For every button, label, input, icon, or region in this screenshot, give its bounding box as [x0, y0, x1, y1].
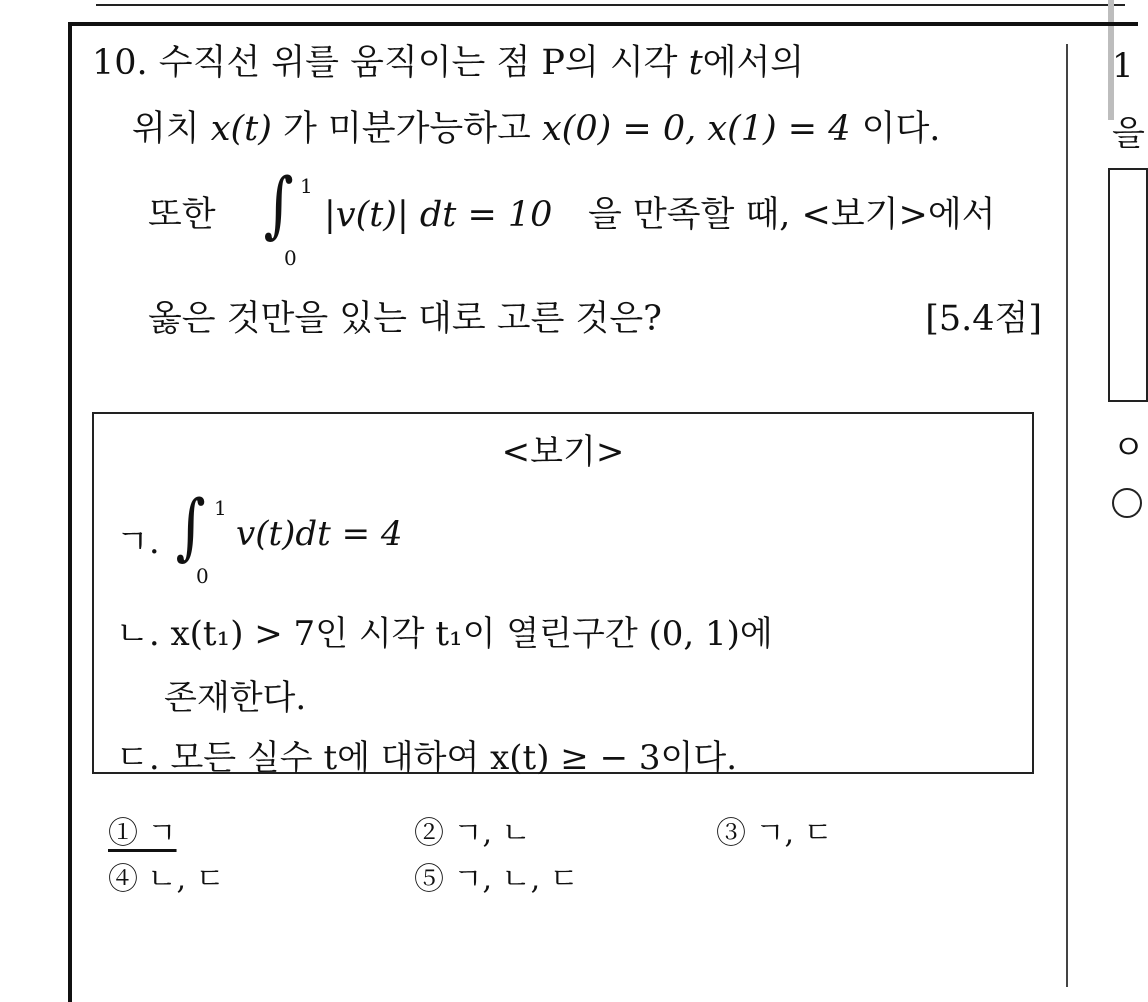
bogi-box — [92, 412, 1034, 778]
question-line-3-prefix: 또한 — [148, 195, 216, 235]
boundary-conditions: x(0) = 0, x(1) = 4 — [541, 109, 851, 149]
bogi-title: <보기> — [501, 432, 625, 472]
integrand-velocity: v(t)dt = 4 — [236, 514, 403, 554]
choice-5[interactable]: ⑤ ㄱ, ㄴ, ㄷ — [414, 862, 579, 897]
integral-upper-limit: 1 — [214, 496, 227, 520]
integral-sign: ∫ — [175, 484, 206, 568]
integrand-abs-velocity: |v(t)| dt = 10 — [324, 195, 553, 235]
bogi-item-d: ㄷ. 모든 실수 t에 대하여 x(t) ≥ − 3이다. — [116, 738, 737, 778]
question-line-1: 10. 수직선 위를 움직이는 점 P의 시각 𝑡에서의 — [92, 43, 805, 83]
integral-upper-limit: 1 — [300, 174, 313, 198]
bogi-item-g-label: ㄱ. — [116, 522, 160, 562]
question-line-2-c: 가 미분가능하고 — [283, 109, 542, 149]
choice-2[interactable]: ② ㄱ, ㄴ — [414, 816, 531, 851]
question-line-2 — [132, 108, 940, 150]
integral-lower-limit: 0 — [196, 564, 209, 588]
bogi-item-g — [116, 484, 516, 588]
column-divider — [1066, 44, 1068, 987]
question-line-2-e: 이다. — [861, 109, 941, 149]
top-border — [96, 0, 1125, 6]
choice-1[interactable]: ① ㄱ — [108, 816, 177, 851]
integral-lower-limit: 0 — [284, 246, 297, 270]
bogi-item-n-line-2: 존재한다. — [164, 678, 307, 718]
question-line-2-a: 위치 — [132, 109, 211, 149]
next-question-number-peek: 1 — [1112, 46, 1134, 86]
next-question-choice-peek — [1112, 488, 1142, 518]
points-label: [5.4점] — [925, 299, 1042, 339]
next-question-label-peek: ㅇ — [1112, 428, 1145, 468]
question-line-3-suffix: 을 만족할 때, <보기>에서 — [588, 195, 996, 235]
choice-4[interactable]: ④ ㄴ, ㄷ — [108, 862, 225, 897]
position-function: x(t) — [210, 109, 272, 149]
next-question-box-peek — [1108, 168, 1148, 402]
integral-sign: ∫ — [263, 162, 294, 246]
bogi-item-n-line-1: ㄴ. x(t₁) > 7인 시각 t₁이 열린구간 (0, 1)에 — [116, 614, 773, 654]
choice-3[interactable]: ③ ㄱ, ㄷ — [716, 816, 833, 851]
question-line-4: 옳은 것만을 있는 대로 고른 것은? — [148, 299, 662, 339]
next-question-text-peek: 을 — [1112, 114, 1145, 154]
